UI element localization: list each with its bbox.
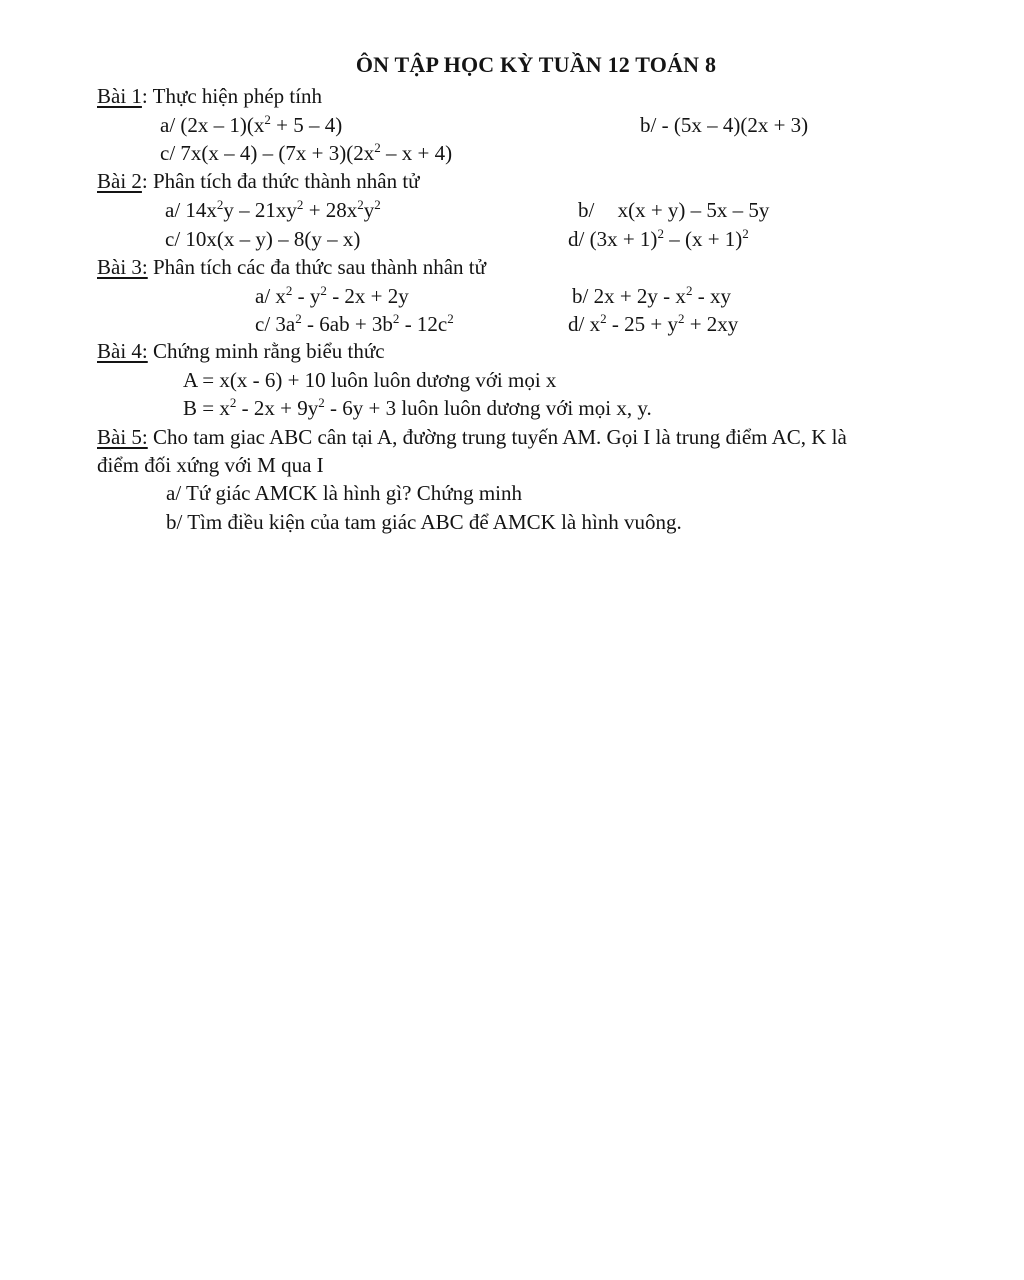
- bai3-d-expr-part: + 2xy: [684, 312, 739, 336]
- bai1-c: [160, 140, 453, 165]
- exponent: 2: [374, 140, 381, 156]
- bai4-A: A = x(x - 6) + 10 luôn luôn dương với mọi x: [183, 368, 557, 392]
- exponent: 2: [742, 226, 749, 242]
- bai2-a-prefix: a/: [165, 198, 186, 222]
- bai3-b-expr-part: 2x + 2y - x: [593, 284, 686, 308]
- exponent: 2: [295, 311, 302, 327]
- exponent: 2: [216, 197, 224, 213]
- bai3-c-expr-part: - 6ab + 3b: [301, 312, 393, 336]
- bai3-c-expr-part: 3a: [275, 312, 296, 336]
- bai1-text: : Thực hiện phép tính: [141, 84, 323, 108]
- bai3-a: [255, 283, 409, 308]
- bai1-b: [640, 115, 808, 136]
- bai5-text-continued: điểm đối xứng với M qua I: [97, 453, 324, 477]
- bai5-heading: [97, 427, 847, 448]
- bai3-d: [568, 311, 739, 336]
- exponent: 2: [447, 311, 454, 327]
- bai4-label: Bài 4:: [97, 339, 148, 363]
- bai2-a-expr-part: + 28x: [303, 198, 358, 222]
- exponent: 2: [357, 197, 364, 213]
- bai2-b: [578, 200, 769, 221]
- bai3-heading: [97, 257, 486, 278]
- bai2-a-expr-part: y: [363, 198, 375, 222]
- bai2-c-expr: 10x(x – y) – 8(y – x): [185, 227, 361, 251]
- bai5-label: Bài 5:: [97, 425, 148, 449]
- exponent: 2: [600, 311, 607, 327]
- bai2-b-prefix: b/: [578, 198, 600, 222]
- bai4-B-part: B = x: [183, 396, 230, 420]
- bai1-label: Bài 1: [97, 84, 142, 108]
- bai2-c-prefix: c/: [165, 227, 186, 251]
- bai1-c-prefix: c/: [160, 141, 181, 165]
- bai3-a-expr-part: - y: [292, 284, 321, 308]
- bai3-b-expr-part: - xy: [692, 284, 731, 308]
- exponent: 2: [229, 395, 237, 411]
- bai4-B-part: - 6y + 3 luôn luôn dương với mọi x, y.: [324, 396, 652, 420]
- exponent: 2: [677, 311, 685, 327]
- bai3-b-prefix: b/: [572, 284, 594, 308]
- bai1-heading: [97, 86, 322, 107]
- bai3-c-expr-part: - 12c: [399, 312, 448, 336]
- page-title: ÔN TẬP HỌC KỲ TUẦN 12 TOÁN 8: [355, 52, 717, 77]
- exponent: 2: [285, 283, 293, 299]
- bai3-b: [572, 283, 731, 308]
- bai3-d-expr-part: - 25 + y: [606, 312, 678, 336]
- bai4-B-part: - 2x + 9y: [236, 396, 319, 420]
- bai3-a-expr-part: - 2x + 2y: [326, 284, 409, 308]
- bai1-a-expr-part: + 5 – 4): [270, 113, 343, 137]
- bai2-d: [568, 226, 749, 251]
- bai3-label: Bài 3:: [97, 255, 148, 279]
- bai3-d-prefix: d/: [568, 312, 590, 336]
- bai3-c-prefix: c/: [255, 312, 276, 336]
- exponent: 2: [320, 283, 327, 299]
- bai2-a-expr-part: y – 21xy: [223, 198, 297, 222]
- bai3-a-expr-part: x: [275, 284, 286, 308]
- bai3-c: [255, 311, 454, 336]
- bai3-d-expr-part: x: [589, 312, 601, 336]
- bai5-text: Cho tam giac ABC cân tại A, đường trung tuyến AM. Gọi I là trung điểm AC, K là: [147, 425, 847, 449]
- exponent: 2: [392, 311, 400, 327]
- bai4-B: [183, 395, 652, 420]
- bai2-text: : Phân tích đa thức thành nhân tử: [141, 169, 420, 193]
- exponent: 2: [296, 197, 304, 213]
- exponent: 2: [657, 226, 664, 242]
- bai2-d-expr-part: (3x + 1): [589, 227, 658, 251]
- bai1-b-expr: - (5x – 4)(2x + 3): [661, 113, 809, 137]
- bai2-a-expr-part: 14x: [185, 198, 217, 222]
- exponent: 2: [264, 112, 271, 128]
- bai2-c: [165, 229, 360, 250]
- bai1-a-prefix: a/: [160, 113, 181, 137]
- bai1-a-expr-part: (2x – 1)(x: [180, 113, 265, 137]
- bai5-a: a/ Tứ giác AMCK là hình gì? Chứng minh: [166, 481, 523, 505]
- bai1-c-expr-part: – x + 4): [380, 141, 453, 165]
- bai3-text: Phân tích các đa thức sau thành nhân tử: [147, 255, 486, 279]
- bai3-a-prefix: a/: [255, 284, 276, 308]
- bai4-heading: [97, 341, 385, 362]
- exponent: 2: [318, 395, 325, 411]
- bai2-heading: [97, 171, 420, 192]
- bai2-d-expr-part: – (x + 1): [663, 227, 743, 251]
- bai2-label: Bài 2: [97, 169, 142, 193]
- bai1-b-prefix: b/: [640, 113, 662, 137]
- bai4-text: Chứng minh rằng biểu thức: [147, 339, 385, 363]
- bai5-b: b/ Tìm điều kiện của tam giác ABC để AMCK là hình vuông.: [166, 510, 682, 534]
- exponent: 2: [374, 197, 381, 213]
- bai1-c-expr-part: 7x(x – 4) – (7x + 3)(2x: [180, 141, 375, 165]
- bai2-b-expr: x(x + y) – 5x – 5y: [617, 198, 770, 222]
- bai2-a: [165, 197, 381, 222]
- exponent: 2: [685, 283, 693, 299]
- bai2-d-prefix: d/: [568, 227, 590, 251]
- bai1-a: [160, 112, 343, 137]
